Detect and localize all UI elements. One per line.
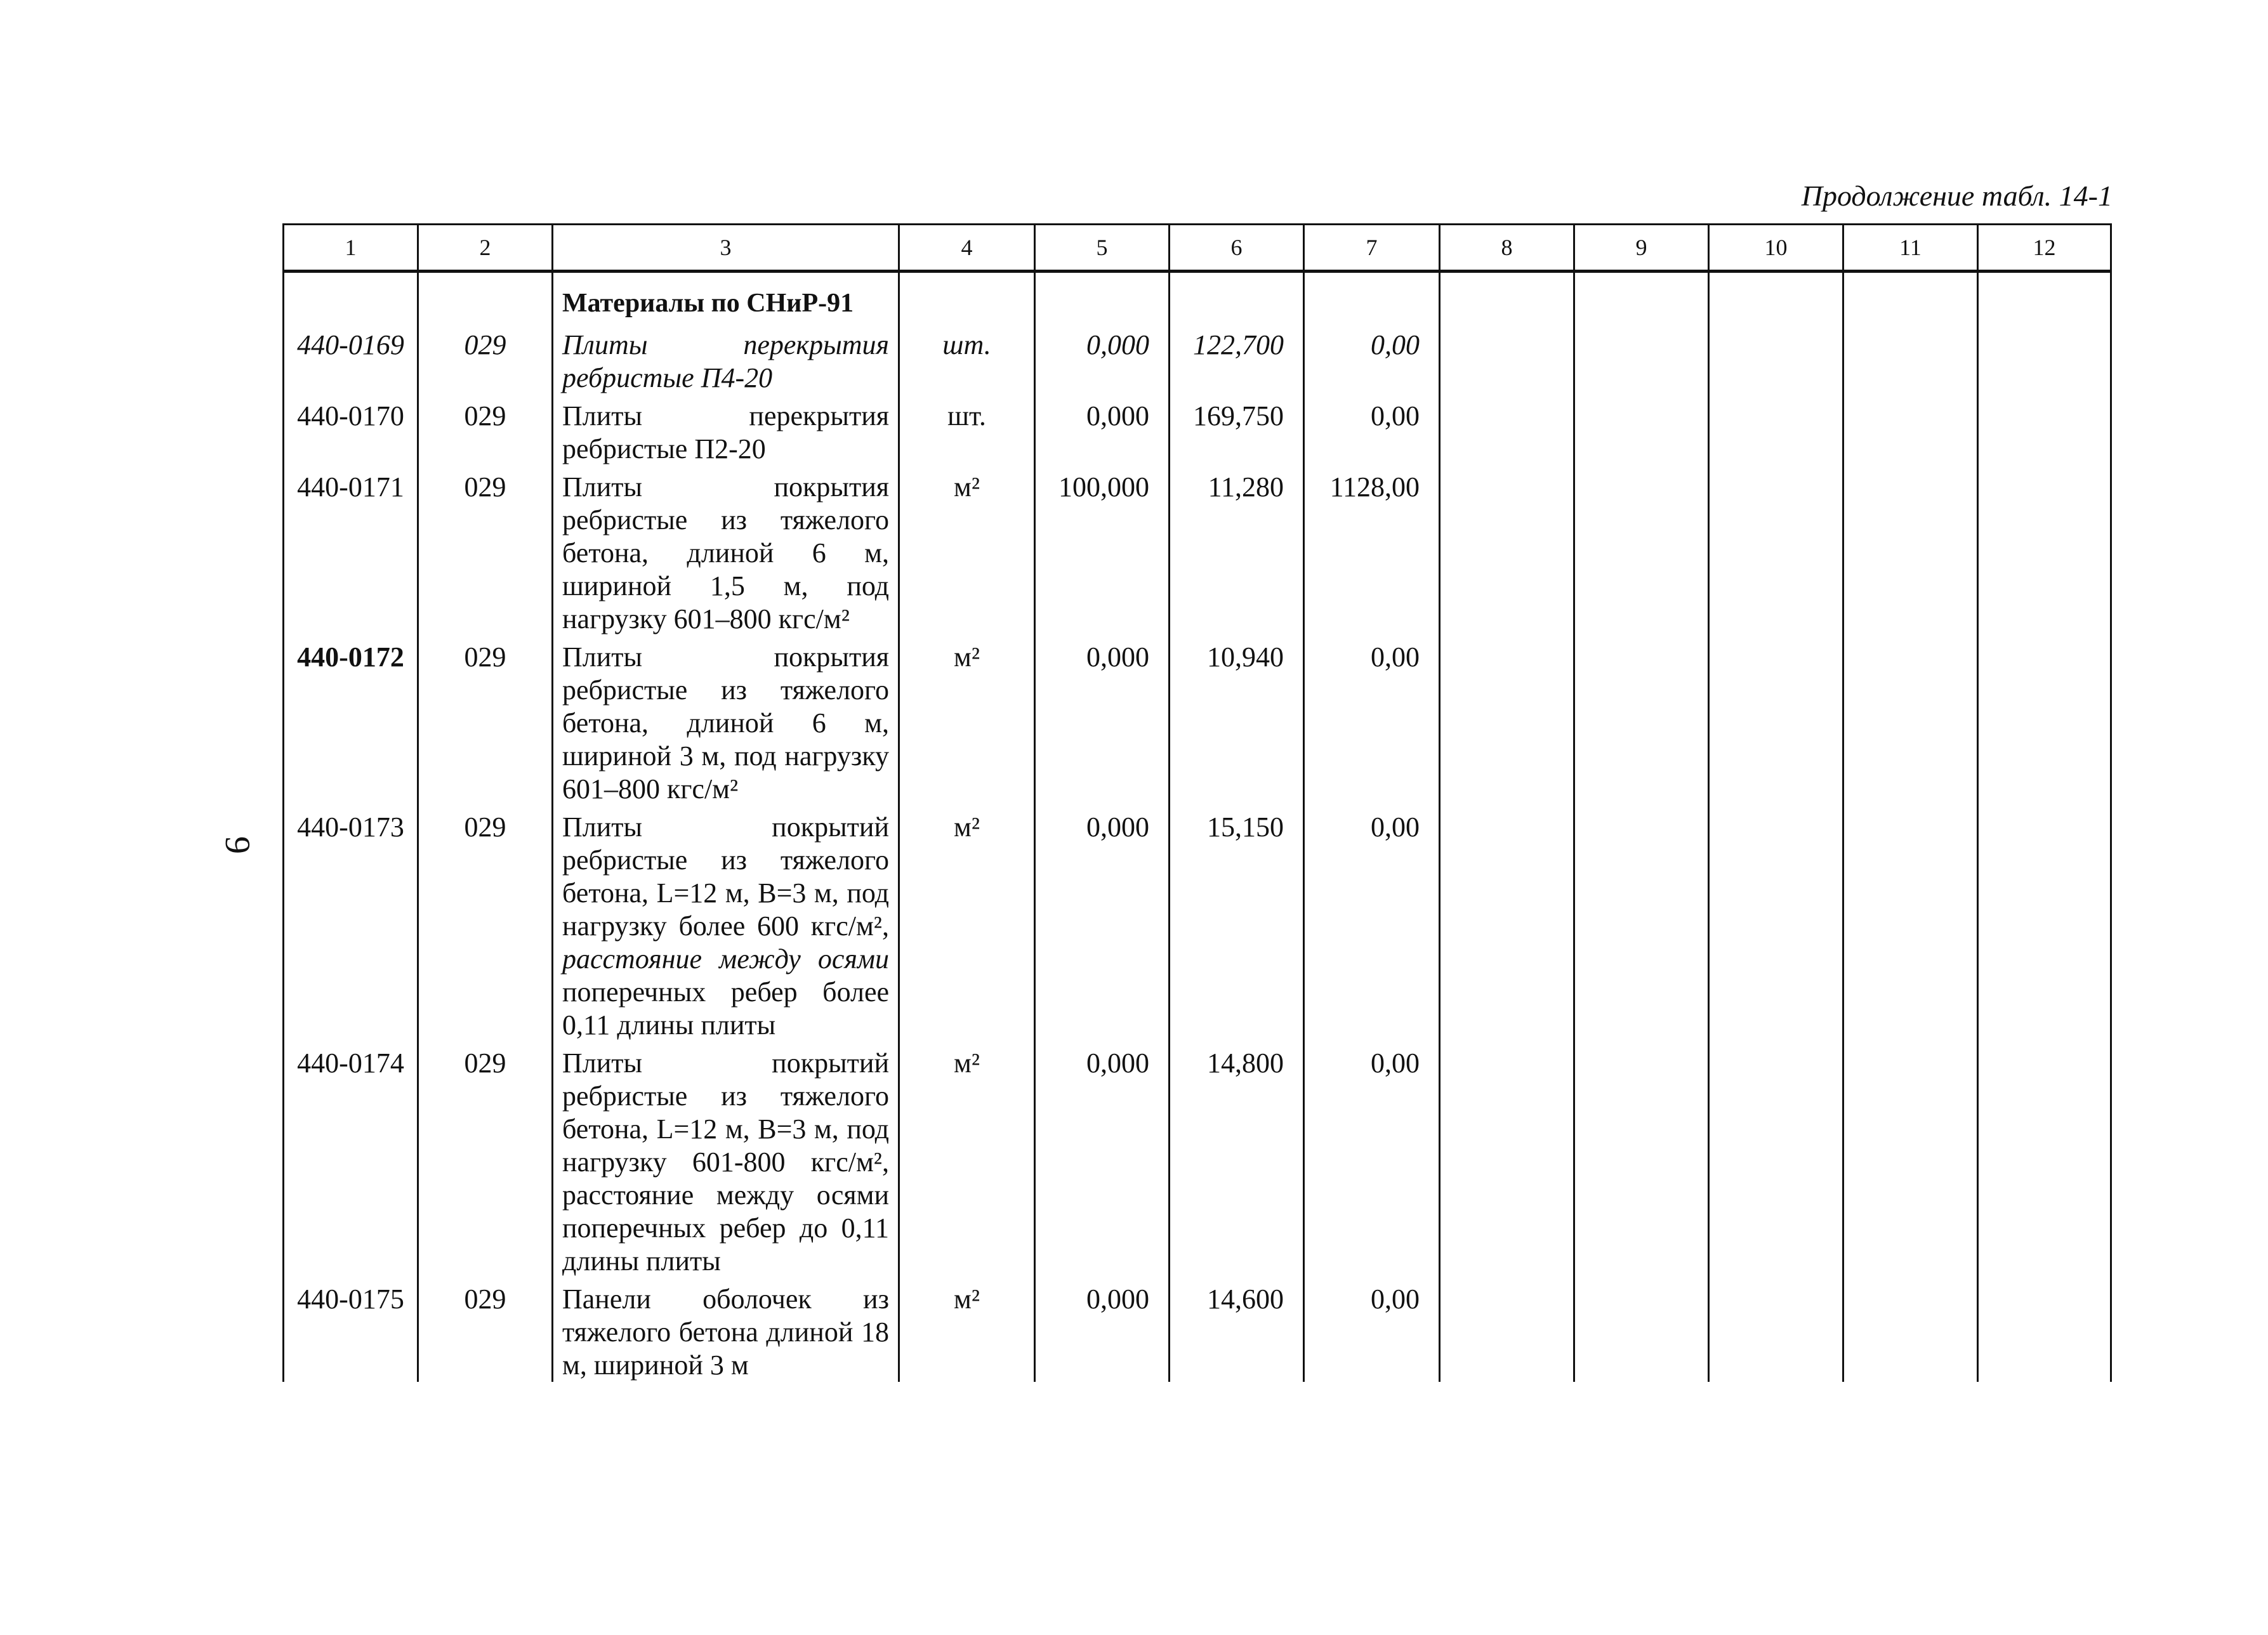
- section-title: Материалы по СНиР-91: [553, 272, 899, 324]
- price-table: [282, 223, 2112, 1382]
- row-group: 029: [418, 395, 553, 466]
- row-total: 1128,00: [1304, 466, 1440, 636]
- column-header: 12: [1978, 225, 2111, 272]
- row-price: 14,600: [1170, 1278, 1304, 1382]
- row-unit: м²: [899, 466, 1035, 636]
- page-number: 9: [218, 836, 257, 854]
- row-total: 0,00: [1304, 806, 1440, 1042]
- row-description-main: Плиты покрытий ребристые из тяжелого бетона, L=12 м, B=3 м, под нагрузку более 600 кгс/м²,: [562, 811, 889, 942]
- row-group: 029: [418, 806, 553, 1042]
- row-description: Плиты покрытий ребристые из тяжелого бетона, L=12 м, B=3 м, под нагрузку 601-800 кгс/м², расстояние между осями поперечных ребер до 0,11 длины плиты: [553, 1042, 899, 1278]
- row-code: 440-0174: [284, 1042, 418, 1278]
- table-row: [284, 1042, 2111, 1278]
- row-price: 10,940: [1170, 636, 1304, 806]
- row-price: 169,750: [1170, 395, 1304, 466]
- row-description: Плиты покрытия ребристые из тяжелого бетона, длиной 6 м, шириной 3 м, под нагрузку 601–800 кгс/м²: [553, 636, 899, 806]
- row-total: 0,00: [1304, 636, 1440, 806]
- table-header: [284, 225, 2111, 272]
- row-quantity: 0,000: [1035, 1278, 1170, 1382]
- row-unit: м²: [899, 636, 1035, 806]
- row-quantity: 0,000: [1035, 395, 1170, 466]
- column-header: 3: [553, 225, 899, 272]
- row-description: Плиты перекрытия ребристые П2-20: [553, 395, 899, 466]
- row-total: 0,00: [1304, 1042, 1440, 1278]
- row-code: 440-0169: [284, 324, 418, 395]
- column-header: 7: [1304, 225, 1440, 272]
- row-code: 440-0170: [284, 395, 418, 466]
- row-quantity: 0,000: [1035, 324, 1170, 395]
- row-total: 0,00: [1304, 324, 1440, 395]
- table-row: [284, 806, 2111, 1042]
- table-row: [284, 395, 2111, 466]
- section-row: [284, 272, 2111, 324]
- row-price: 11,280: [1170, 466, 1304, 636]
- column-header: 5: [1035, 225, 1170, 272]
- row-unit: шт.: [899, 395, 1035, 466]
- row-unit: шт.: [899, 324, 1035, 395]
- row-description: Панели оболочек из тяжелого бетона длиной 18 м, шириной 3 м: [553, 1278, 899, 1382]
- row-description: [553, 806, 899, 1042]
- row-code: 440-0171: [284, 466, 418, 636]
- column-header: 2: [418, 225, 553, 272]
- column-header: 4: [899, 225, 1035, 272]
- row-description: Плиты покрытия ребристые из тяжелого бетона, длиной 6 м, шириной 1,5 м, под нагрузку 601–800 кгс/м²: [553, 466, 899, 636]
- column-header: 9: [1574, 225, 1709, 272]
- row-unit: м²: [899, 806, 1035, 1042]
- row-group: 029: [418, 636, 553, 806]
- row-price: 14,800: [1170, 1042, 1304, 1278]
- column-header: 11: [1843, 225, 1978, 272]
- row-unit: м²: [899, 1042, 1035, 1278]
- row-group: 029: [418, 466, 553, 636]
- row-group: 029: [418, 1278, 553, 1382]
- row-quantity: 0,000: [1035, 806, 1170, 1042]
- row-unit: м²: [899, 1278, 1035, 1382]
- row-description-italic: расстояние между осями: [562, 943, 889, 975]
- row-price: 122,700: [1170, 324, 1304, 395]
- column-header: 6: [1170, 225, 1304, 272]
- column-header: 1: [284, 225, 418, 272]
- row-code: 440-0175: [284, 1278, 418, 1382]
- table-row: [284, 466, 2111, 636]
- row-quantity: 0,000: [1035, 636, 1170, 806]
- row-total: 0,00: [1304, 1278, 1440, 1382]
- row-quantity: 100,000: [1035, 466, 1170, 636]
- row-group: 029: [418, 324, 553, 395]
- row-price: 15,150: [1170, 806, 1304, 1042]
- row-code: 440-0172: [284, 636, 418, 806]
- table-caption: Продолжение табл. 14-1: [1801, 180, 2113, 212]
- column-header: 8: [1440, 225, 1574, 272]
- column-header: 10: [1709, 225, 1843, 272]
- row-quantity: 0,000: [1035, 1042, 1170, 1278]
- row-description-tail: поперечных ребер более 0,11 длины плиты: [562, 976, 889, 1041]
- row-description: Плиты перекрытия ребристые П4-20: [553, 324, 899, 395]
- table-row: [284, 1278, 2111, 1382]
- row-total: 0,00: [1304, 395, 1440, 466]
- table-row: [284, 636, 2111, 806]
- table-row: [284, 324, 2111, 395]
- row-group: 029: [418, 1042, 553, 1278]
- row-code: 440-0173: [284, 806, 418, 1042]
